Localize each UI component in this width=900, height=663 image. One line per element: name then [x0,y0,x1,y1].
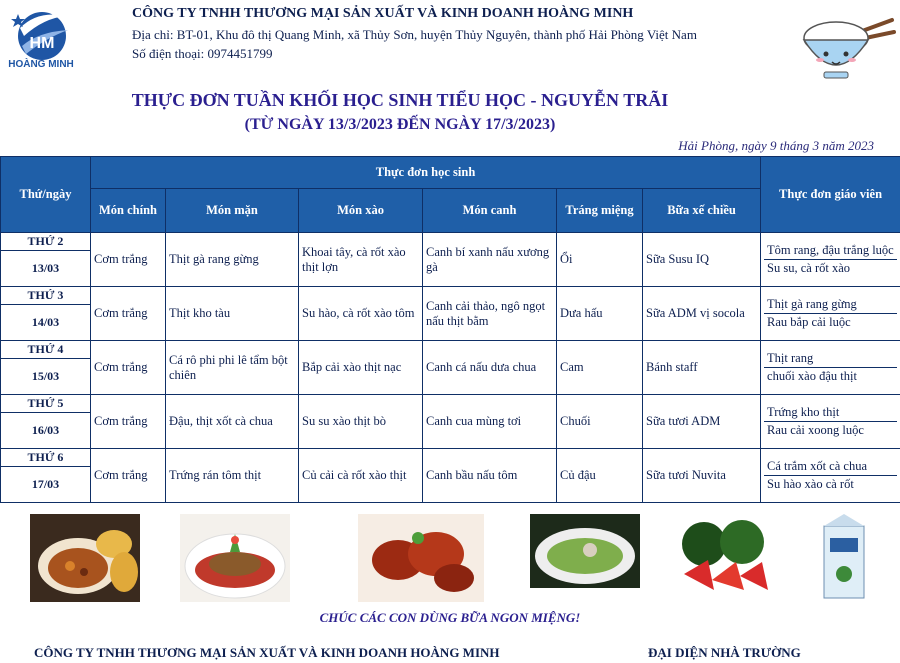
bua-xe-chieu-cell: Sữa Susu IQ [643,233,761,287]
teacher-menu-cell [761,233,900,287]
braised-meat-photo [358,514,484,602]
table-row [1,449,900,467]
bua-xe-chieu-cell: Sữa ADM vị socola [643,287,761,341]
mon-chinh-cell: Cơm trắng [91,449,166,503]
header-student-menu: Thực đơn học sinh [91,157,761,189]
fish-dish-photo [180,514,290,602]
table-row [1,233,900,251]
teacher-dish: Rau bắp cải luộc [767,315,851,329]
teacher-dish: Su hào xào cà rốt [767,477,854,491]
day-label: THỨ 4 [1,341,91,359]
mon-canh-cell: Canh cải thảo, ngô ngọt nấu thịt bằm [423,287,557,341]
stew-bread-photo [30,514,140,602]
mon-chinh-cell: Cơm trắng [91,233,166,287]
mon-man-cell: Đậu, thịt xốt cà chua [166,395,299,449]
wish-text: CHÚC CÁC CON DÙNG BỮA NGON MIỆNG! [319,610,581,625]
mon-canh-cell: Canh bầu nấu tôm [423,449,557,503]
watermelon-photo [678,514,770,594]
trang-mieng-cell: Chuối [557,395,643,449]
day-label: THỨ 3 [1,287,91,305]
menu-title: THỰC ĐƠN TUẦN KHỐI HỌC SINH TIỂU HỌC - NGUYỄN TRÃI [131,90,669,110]
teacher-dish: Thịt gà rang gừng [764,296,897,314]
day-label: THỨ 6 [1,449,91,467]
company-address: Địa chỉ: BT-01, Khu đô thị Quang Minh, xã Thủy Sơn, huyện Thủy Nguyên, thành phố Hải Phòng Việt Nam [132,27,697,42]
food-photos [0,514,900,604]
header-teacher-menu: Thực đơn giáo viên [761,157,900,233]
header-mon-xao: Món xào [299,189,423,233]
company-name: CÔNG TY TNHH THƯƠNG MẠI SẢN XUẤT VÀ KINH DOANH HOÀNG MINH [132,6,634,21]
teacher-dish: Trứng kho thịt [764,404,897,422]
mon-xao-cell: Su su xào thịt bò [299,395,423,449]
trang-mieng-cell: Củ đậu [557,449,643,503]
teacher-dish: Cá trắm xốt cà chua [764,458,897,476]
teacher-menu-cell [761,395,900,449]
svg-text:HM: HM [29,35,55,52]
menu-date-range: (TỪ NGÀY 13/3/2023 ĐẾN NGÀY 17/3/2023) [244,116,556,133]
mon-man-cell: Cá rô phi phi lê tẩm bột chiên [166,341,299,395]
header-day: Thứ/ngày [1,157,91,233]
teacher-menu-cell [761,449,900,503]
mon-man-cell: Thịt kho tàu [166,287,299,341]
teacher-menu-cell [761,341,900,395]
milk-carton-photo [820,514,868,600]
dateline: Hải Phòng, ngày 9 tháng 3 năm 2023 [678,138,874,153]
mon-canh-cell: Canh bí xanh nấu xương gà [423,233,557,287]
header-trang-mieng: Tráng miệng [557,189,643,233]
header-mon-chinh: Món chính [91,189,166,233]
trang-mieng-cell: Ổi [557,233,643,287]
header-mon-canh: Món canh [423,189,557,233]
mon-xao-cell: Bắp cải xào thịt nạc [299,341,423,395]
teacher-dish: Su su, cà rốt xào [767,261,851,275]
teacher-dish: Tôm rang, đậu trắng luộc [764,242,897,260]
mon-xao-cell: Củ cải cà rốt xào thịt [299,449,423,503]
bua-xe-chieu-cell: Sữa tươi Nuvita [643,449,761,503]
menu-table [0,156,900,503]
teacher-dish: Rau cải xoong luộc [767,423,864,437]
mon-chinh-cell: Cơm trắng [91,287,166,341]
day-date: 14/03 [1,305,91,341]
day-date: 17/03 [1,467,91,503]
footer-school-rep: ĐẠI DIỆN NHÀ TRƯỜNG [648,645,801,660]
footer-company: CÔNG TY TNHH THƯƠNG MẠI SẢN XUẤT VÀ KINH DOANH HOÀNG MINH [34,645,500,660]
teacher-menu-cell [761,287,900,341]
mon-chinh-cell: Cơm trắng [91,341,166,395]
table-row [1,395,900,413]
day-label: THỨ 2 [1,233,91,251]
mon-chinh-cell: Cơm trắng [91,395,166,449]
bua-xe-chieu-cell: Sữa tươi ADM [643,395,761,449]
mon-xao-cell: Su hào, cà rốt xào tôm [299,287,423,341]
header-mon-man: Món mặn [166,189,299,233]
logo-text: HOÀNG MINH [8,59,74,70]
bua-xe-chieu-cell: Bánh staff [643,341,761,395]
mon-man-cell: Trứng rán tôm thịt [166,449,299,503]
company-phone: Số điện thoại: 0974451799 [132,46,273,61]
table-row [1,341,900,359]
header-bua-xe-chieu: Bữa xế chiều [643,189,761,233]
soup-photo [530,514,640,588]
mon-canh-cell: Canh cá nấu dưa chua [423,341,557,395]
rice-bowl-icon [796,10,896,84]
table-row [1,287,900,305]
teacher-dish: chuối xào đậu thịt [767,369,857,383]
day-date: 13/03 [1,251,91,287]
mon-xao-cell: Khoai tây, cà rốt xào thịt lợn [299,233,423,287]
day-label: THỨ 5 [1,395,91,413]
day-date: 15/03 [1,359,91,395]
mon-canh-cell: Canh cua mùng tơi [423,395,557,449]
teacher-dish: Thịt rang [764,350,897,368]
trang-mieng-cell: Cam [557,341,643,395]
mon-man-cell: Thịt gà rang gừng [166,233,299,287]
day-date: 16/03 [1,413,91,449]
trang-mieng-cell: Dưa hấu [557,287,643,341]
